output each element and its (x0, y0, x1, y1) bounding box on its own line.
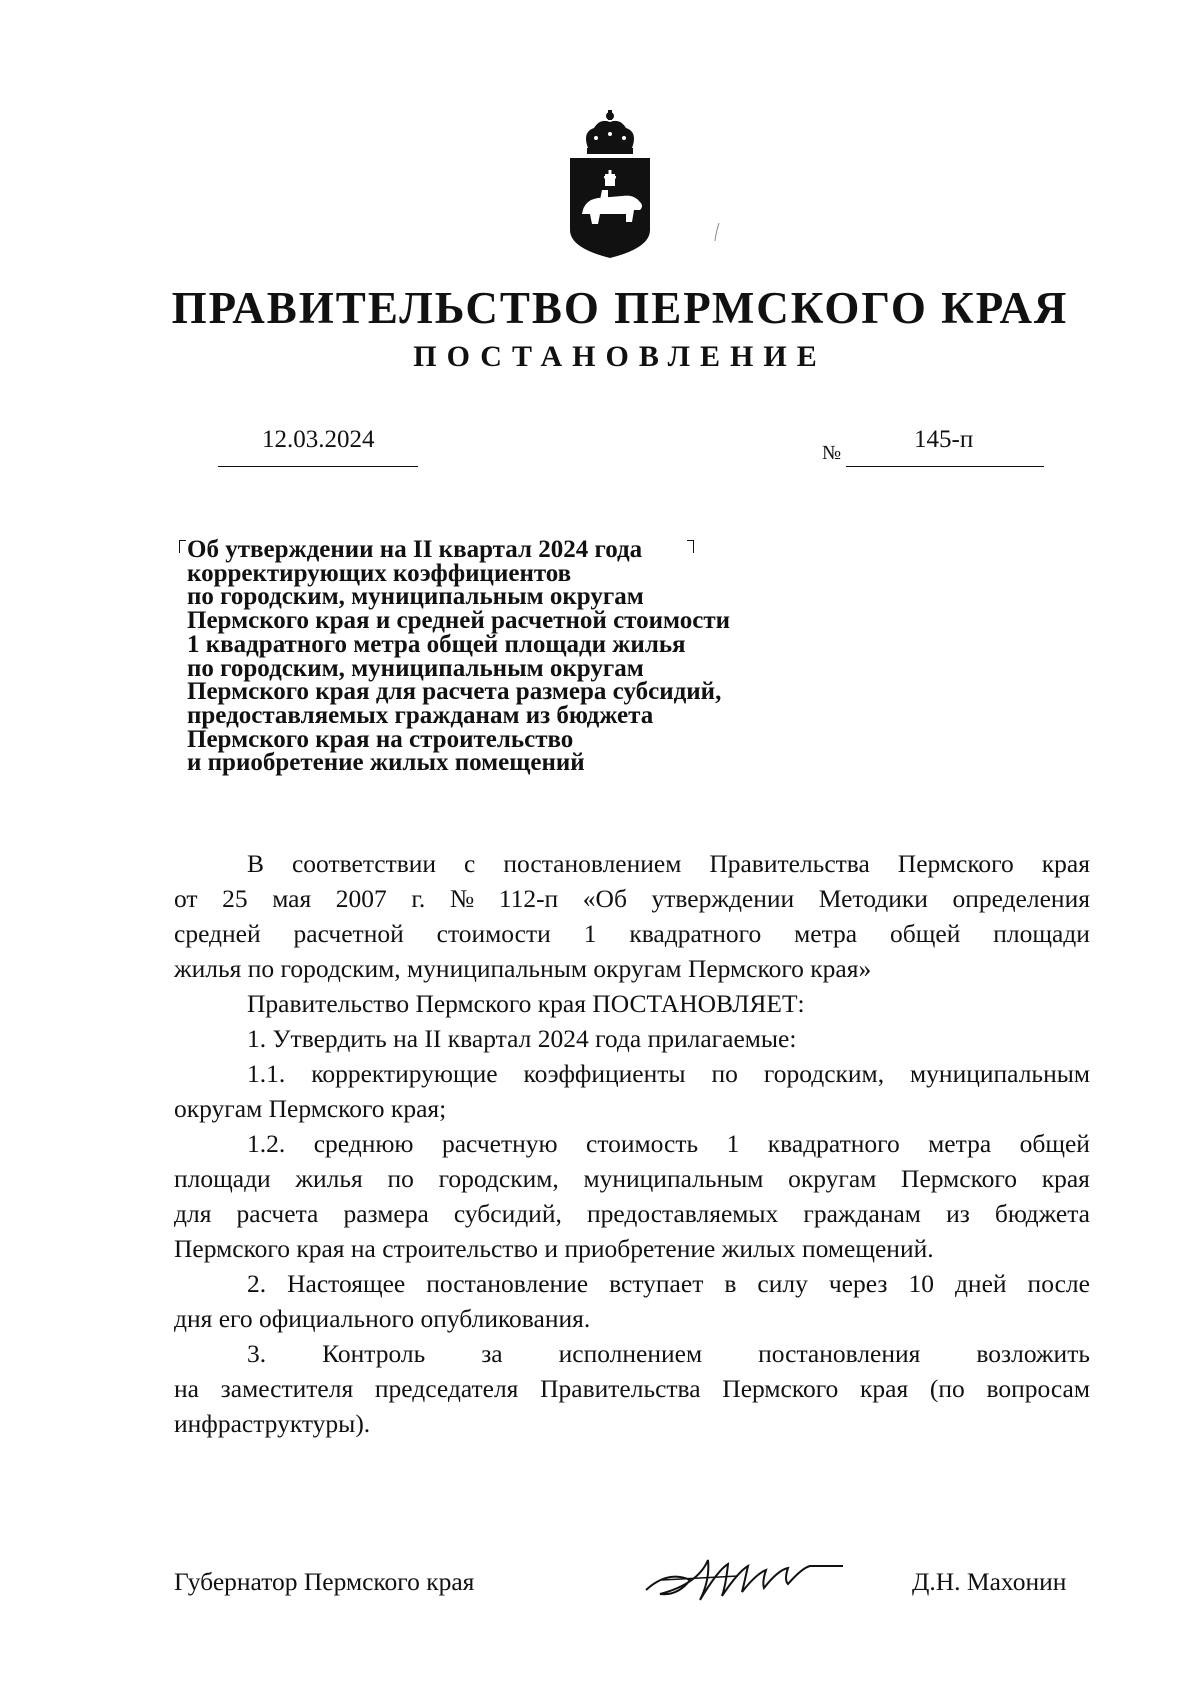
word: по (387, 1164, 414, 1193)
body-line (174, 1336, 1090, 1371)
word: Пермского (901, 1164, 1018, 1193)
word: за (481, 1339, 503, 1368)
word: для (174, 1199, 212, 1228)
body-line (174, 881, 1090, 916)
word: вопросам (986, 1374, 1090, 1403)
body-line: дня его официального опубликования. (174, 1304, 591, 1333)
word: края (1041, 849, 1090, 878)
word: площади (174, 1164, 271, 1193)
document-date: 12.03.2024 (262, 426, 375, 453)
word: размера (343, 1199, 429, 1228)
document-number: 145-п (914, 426, 974, 453)
word: Настоящее (287, 1269, 406, 1298)
word: 10 (908, 1269, 934, 1298)
word: вступает (609, 1269, 704, 1298)
word: корректирующие (311, 1059, 498, 1088)
word: 1 (583, 919, 597, 948)
word: 1.1. (247, 1059, 286, 1088)
body-line: Правительство Пермского края ПОСТАНОВЛЯЕТ: (247, 989, 805, 1018)
word: Методики (818, 884, 928, 913)
number-sign: № (822, 442, 842, 464)
word: бюджета (994, 1199, 1090, 1228)
word: края (859, 1374, 909, 1403)
body-line (174, 1266, 1090, 1301)
subject-line: 1 квадратного метра общей площади жилья (187, 630, 686, 658)
subject-bracket-left (179, 540, 186, 553)
word: № (449, 884, 475, 913)
word: предоставляемых (586, 1199, 779, 1228)
word: квадратного (629, 919, 762, 948)
word: городским, (438, 1164, 559, 1193)
body-line (174, 1196, 1090, 1231)
word: площади (993, 919, 1090, 948)
subject-line: Пермского края для расчета размера субсидий, (187, 678, 722, 706)
word: (по (929, 1374, 965, 1403)
document-type: ПОСТАНОВЛЕНИЕ (413, 340, 827, 373)
word: после (1027, 1269, 1090, 1298)
word: на (174, 1374, 199, 1403)
word: метра (794, 919, 858, 948)
word: Пермского (722, 1374, 839, 1403)
word: расчетную (441, 1129, 558, 1158)
word: 25 (222, 884, 248, 913)
word: края (1041, 1164, 1090, 1193)
word: среднюю (313, 1129, 414, 1158)
word: 1.2. (247, 1129, 286, 1158)
word: председателя (374, 1374, 519, 1403)
word: утверждении (651, 884, 795, 913)
subject-line: предоставляемых гражданам из бюджета (187, 701, 654, 729)
word: городским, (763, 1059, 885, 1088)
body-line: округам Пермского края; (174, 1094, 447, 1123)
date-field (218, 420, 418, 467)
signatory-name: Д.Н. Махонин (912, 1567, 1067, 1596)
word: Контроль (322, 1339, 426, 1368)
word: с (464, 849, 476, 878)
word: стоимости (436, 919, 551, 948)
word: из (946, 1199, 970, 1228)
word: 1 (726, 1129, 740, 1158)
word: жилья (295, 1164, 363, 1193)
word: через (828, 1269, 888, 1298)
government-title: ПРАВИТЕЛЬСТВО ПЕРМСКОГО КРАЯ (171, 283, 1069, 333)
word: общей (890, 919, 961, 948)
body-line (174, 1056, 1090, 1091)
body-line: Пермского края на строительство и приобретение жилых помещений. (174, 1234, 934, 1263)
word: «Об (582, 884, 627, 913)
document-body (174, 846, 1090, 1441)
word: Правительства (540, 1374, 701, 1403)
scan-mark (714, 222, 720, 242)
word: субсидий, (453, 1199, 562, 1228)
subject-line: корректирующих коэффициентов (187, 559, 572, 587)
word: расчета (236, 1199, 319, 1228)
word: Пермского (897, 849, 1014, 878)
word: квадратного (767, 1129, 900, 1158)
word: метра (928, 1129, 992, 1158)
body-line (174, 846, 1090, 881)
body-line (174, 916, 1090, 951)
body-line (174, 1371, 1090, 1406)
coat-of-arms-icon (560, 110, 660, 260)
word: гражданам (803, 1199, 921, 1228)
word: 2. (247, 1269, 267, 1298)
word: муниципальным (583, 1164, 764, 1193)
word: определения (952, 884, 1090, 913)
word: муниципальным (910, 1059, 1090, 1088)
word: постановлением (503, 849, 682, 878)
body-line (174, 1161, 1090, 1196)
word: в (724, 1269, 737, 1298)
word: общей (1019, 1129, 1090, 1158)
word: от (174, 884, 198, 913)
word: стоимость (586, 1129, 699, 1158)
body-line: инфраструктуры). (174, 1409, 371, 1438)
word: 3. (247, 1339, 267, 1368)
word: средней (174, 919, 261, 948)
document-subject (187, 538, 847, 775)
word: постановления (758, 1339, 921, 1368)
word: расчетной (293, 919, 404, 948)
subject-line: и приобретение жилых помещений (187, 749, 585, 777)
word: силу (757, 1269, 808, 1298)
word: по (711, 1059, 738, 1088)
word: 112-п (498, 884, 559, 913)
word: исполнением (558, 1339, 703, 1368)
word: возложить (976, 1339, 1090, 1368)
subject-line: по городским, муниципальным округам (187, 583, 644, 611)
signature-icon (638, 1540, 848, 1610)
word: коэффициенты (523, 1059, 686, 1088)
body-line (174, 1126, 1090, 1161)
subject-line: Пермского края на строительство (187, 725, 574, 753)
body-line: 1. Утвердить на II квартал 2024 года прилагаемые: (247, 1024, 797, 1053)
word: Правительства (709, 849, 870, 878)
word: округам (788, 1164, 877, 1193)
signatory-role: Губернатор Пермского края (174, 1567, 475, 1596)
word: мая (272, 884, 312, 913)
word: соответствии (291, 849, 437, 878)
number-field (846, 420, 1044, 467)
word: г. (411, 884, 426, 913)
word: 2007 (335, 884, 387, 913)
body-line: жилья по городским, муниципальным округам Пермского края» (174, 954, 872, 983)
word: заместителя (220, 1374, 354, 1403)
subject-line: Об утверждении на II квартал 2024 года (187, 536, 643, 563)
word: постановление (426, 1269, 589, 1298)
word: В (247, 849, 265, 878)
word: дней (954, 1269, 1007, 1298)
subject-line: по городским, муниципальным округам (187, 654, 644, 682)
subject-line: Пермского края и средней расчетной стоимости (187, 607, 731, 635)
